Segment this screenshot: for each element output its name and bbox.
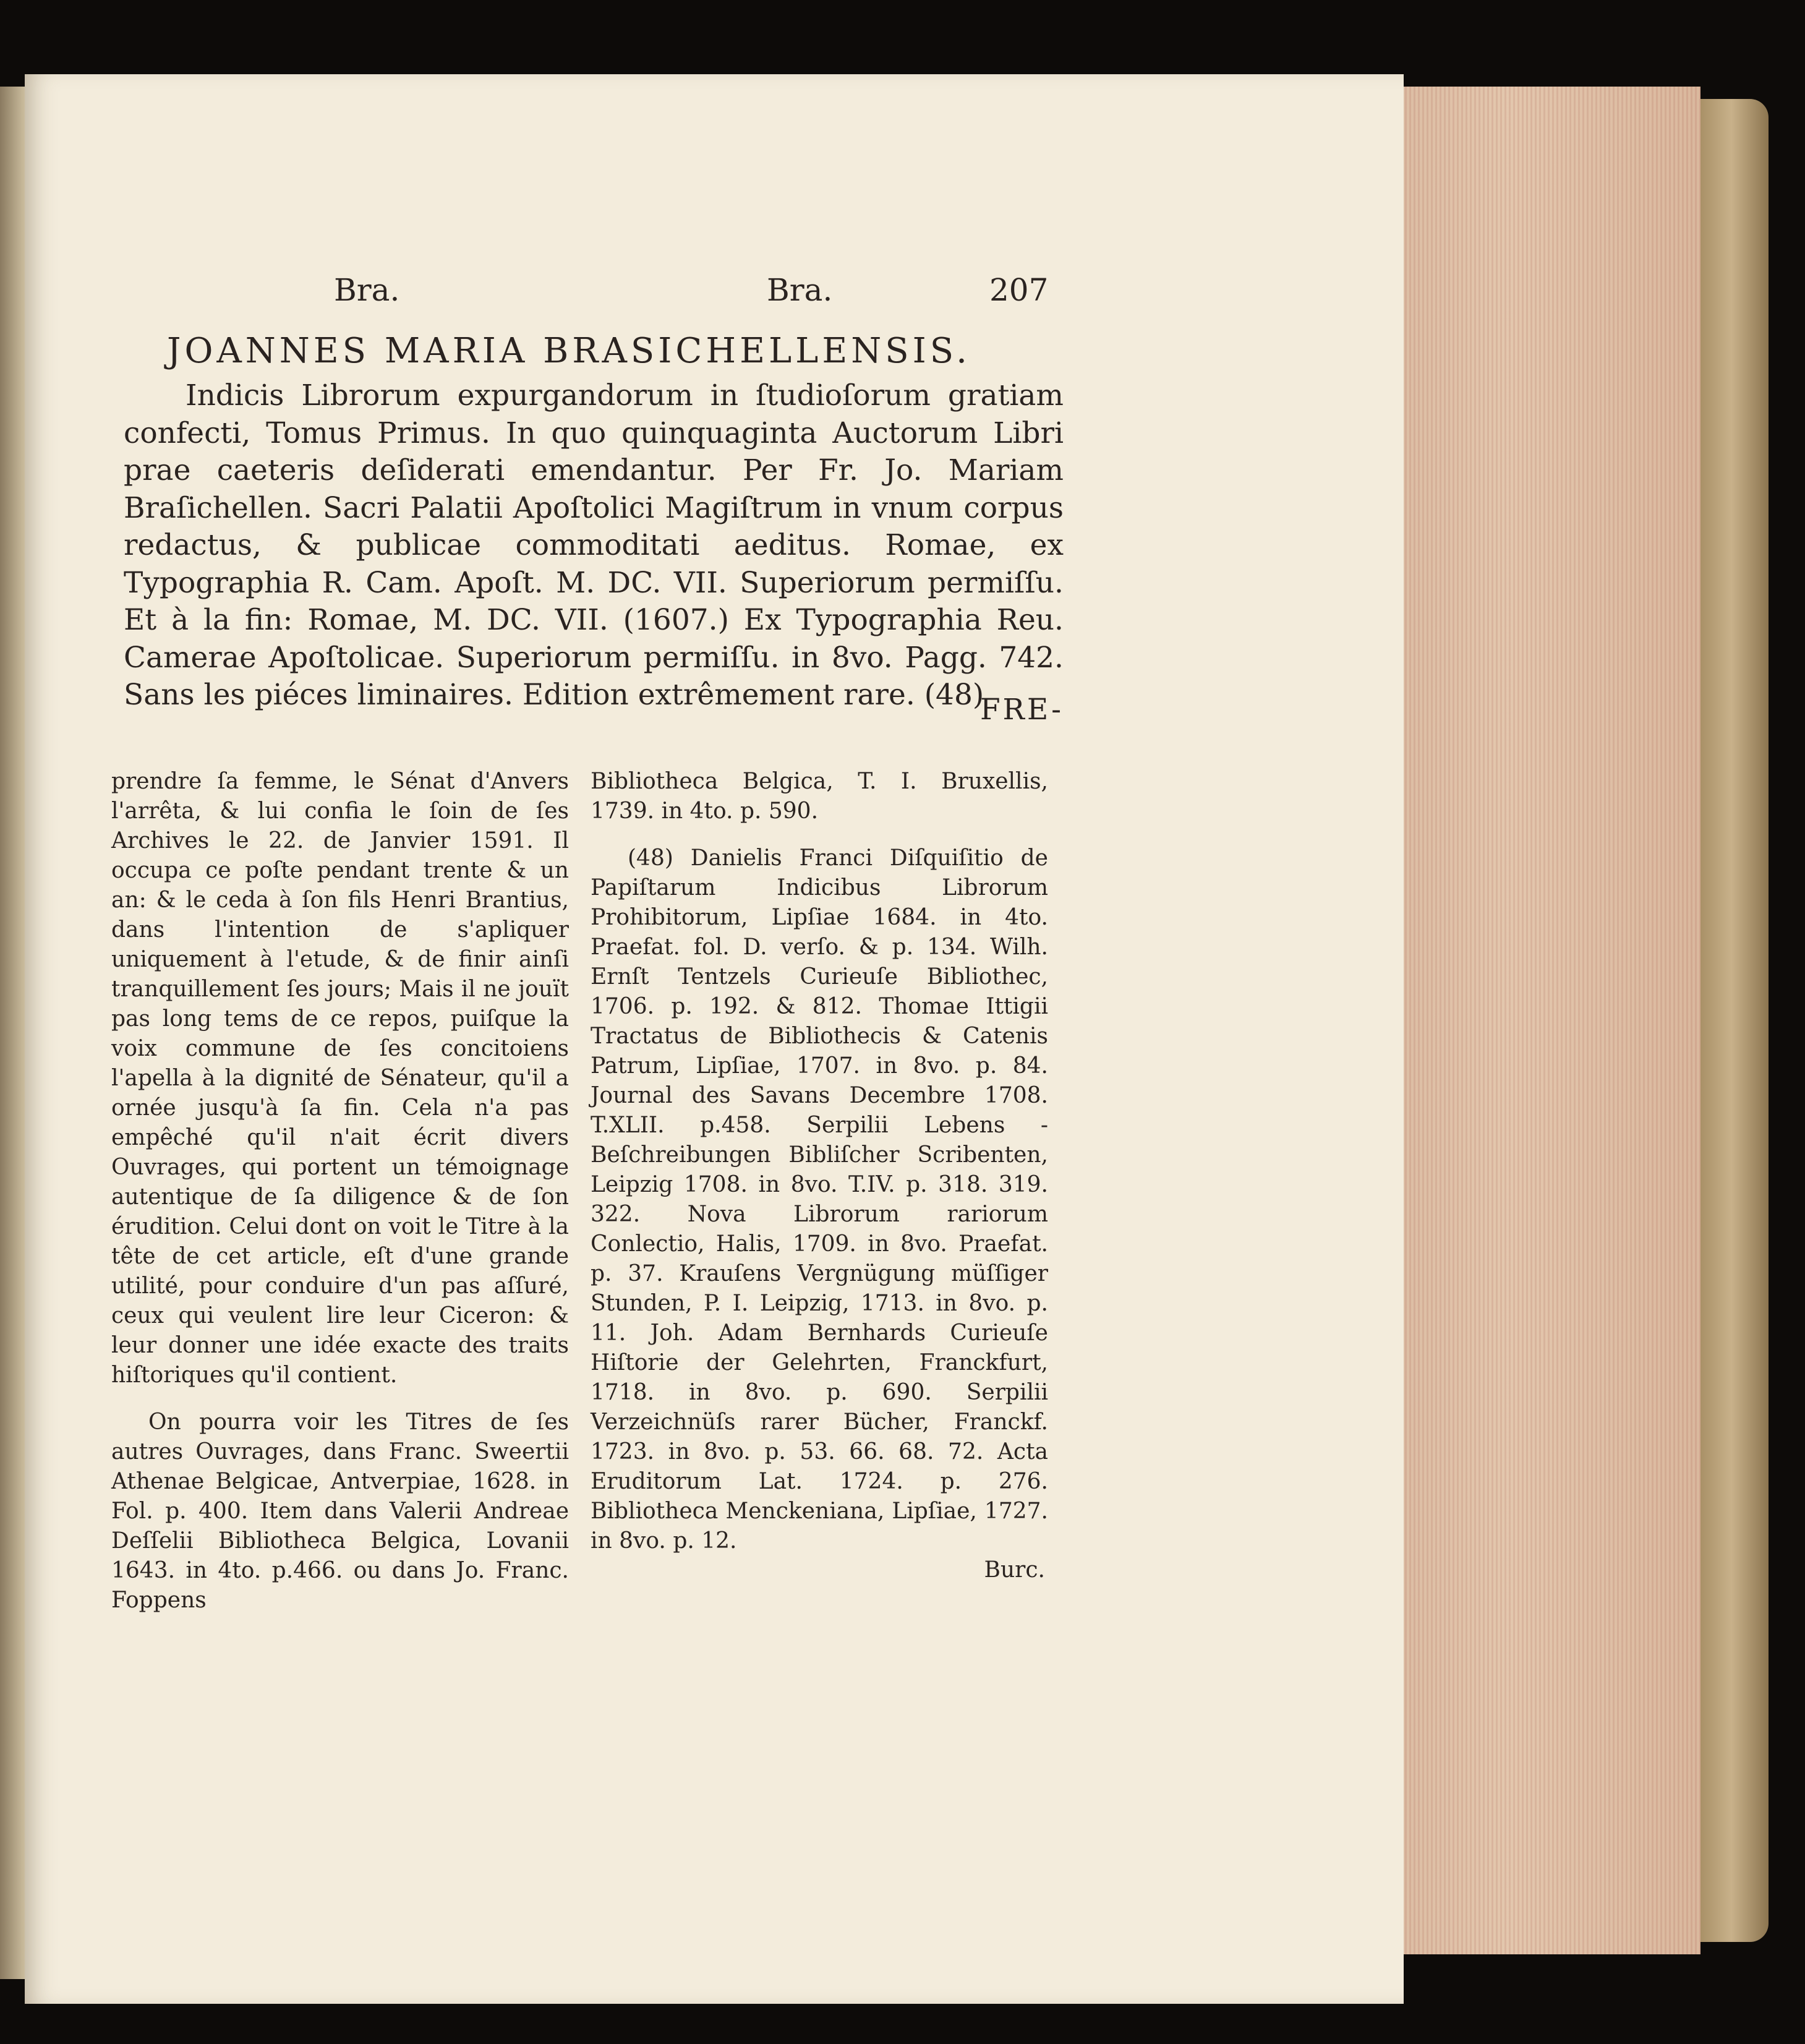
catchword-top: FRE- [979,693,1064,727]
header-center: Bra. [767,272,833,308]
right-column [591,767,1048,1573]
previous-page-edge [0,87,25,1979]
catchword-bottom: Burc. [984,1557,1045,1583]
entry-heading: JOANNES MARIA BRASICHELLENSIS. [167,331,971,371]
left-column [111,767,569,1633]
left-paragraph-1: prendre ſa femme, le Sénat d'Anvers l'arrêta, & lui confia le ſoin de ſes Archives le 22. de Janvier 1591. Il occupa ce poſte pendant trente & un an: & le ceda à ſon fils Henri Brantius, dans l'intention de s'apliquer uniquement à l'etude, & de finir ainſi tranquillement ſes jours; Mais il ne jouït pas long tems de ce repos, puiſque la voix commune de ſes concitoiens l'apella à la dignité de Sénateur, qu'il a ornée jusqu'à ſa fin. Cela n'a pas empêché qu'il n'ait écrit divers Ouvrages, qui portent un témoignage autentique de ſa diligence & de ſon érudition. Celui dont on voit le Titre à la tête de cet article, eſt d'une grande utilité, pour conduire d'un pas aſſuré, ceux qui veulent lire leur Ciceron: & leur donner une idée exacte des traits hiſtoriques qu'il contient. [111,769,569,1388]
page-number: 207 [989,272,1049,308]
entry-paragraph: Indicis Librorum expurgandorum in ſtudioſorum gratiam confecti, Tomus Primus. In quo quinquaginta Auctorum Libri prae caeteris deſiderati emendantur. Per Fr. Jo. Mariam Braſichellen. Sacri Palatii Apoſtolici Magiſtrum in vnum corpus redactus, & publicae commoditati aeditus. Romae, ex Typographia R. Cam. Apoſt. M. DC. VII. Superiorum permiſſu. Et à la fin: Romae, M. DC. VII. (1607.) Ex Typographia Reu. Camerae Apoſtolicae. Superiorum permiſſu. in 8vo. Pagg. 742. Sans les piéces liminaires. Edition extrêmement rare. (48) [124,378,1064,712]
left-paragraph-2: On pourra voir les Titres de ſes autres Ouvrages, dans Franc. Sweertii Athenae Belgicae, Antverpiae, 1628. in Fol. p. 400. Item dans Valerii Andreae Deſſelii Bibliotheca Belgica, Lovanii 1643. in 4to. p.466. ou dans Jo. Franc. Foppens [111,1409,569,1613]
right-paragraph-1: Bibliotheca Belgica, T. I. Bruxellis, 1739. in 4to. p. 590. [591,769,1048,824]
header-left: Bra. [334,272,400,308]
running-header [124,272,1064,322]
footnote-48: (48) Danielis Franci Diſquiſitio de Papiſtarum Indicibus Librorum Prohibitorum, Lipſiae 1684. in 4to. Praefat. fol. D. verſo. & p. 134. Wilh. Ernſt Tentzels Curieuſe Bibliothec, 1706. p. 192. & 812. Thomae Ittigii Tractatus de Bibliothecis & Catenis Patrum, Lipſiae, 1707. in 8vo. p. 84. Journal des Savans Decembre 1708. T.XLII. p.458. Serpilii Lebens - Beſchreibungen Bibliſcher Scribenten, Leipzig 1708. in 8vo. T.IV. p. 318. 319. 322. Nova Librorum rariorum Conlectio, Halis, 1709. in 8vo. Praefat. p. 37. Krauſens Vergnügung müſſiger Stunden, P. I. Leipzig, 1713. in 8vo. p. 11. Joh. Adam Bernhards Curieuſe Hiſtorie der Gelehrten, Franckfurt, 1718. in 8vo. p. 690. Serpilii Verzeichnüſs rarer Bücher, Franckf. 1723. in 8vo. p. 53. 66. 68. 72. Acta Eruditorum Lat. 1724. p. 276. Bibliotheca Menckeniana, Lipſiae, 1727. in 8vo. p. 12. [591,845,1048,1554]
page-block-edge [1379,87,1700,1954]
entry-body [124,377,1064,714]
book-binding [1694,99,1769,1942]
